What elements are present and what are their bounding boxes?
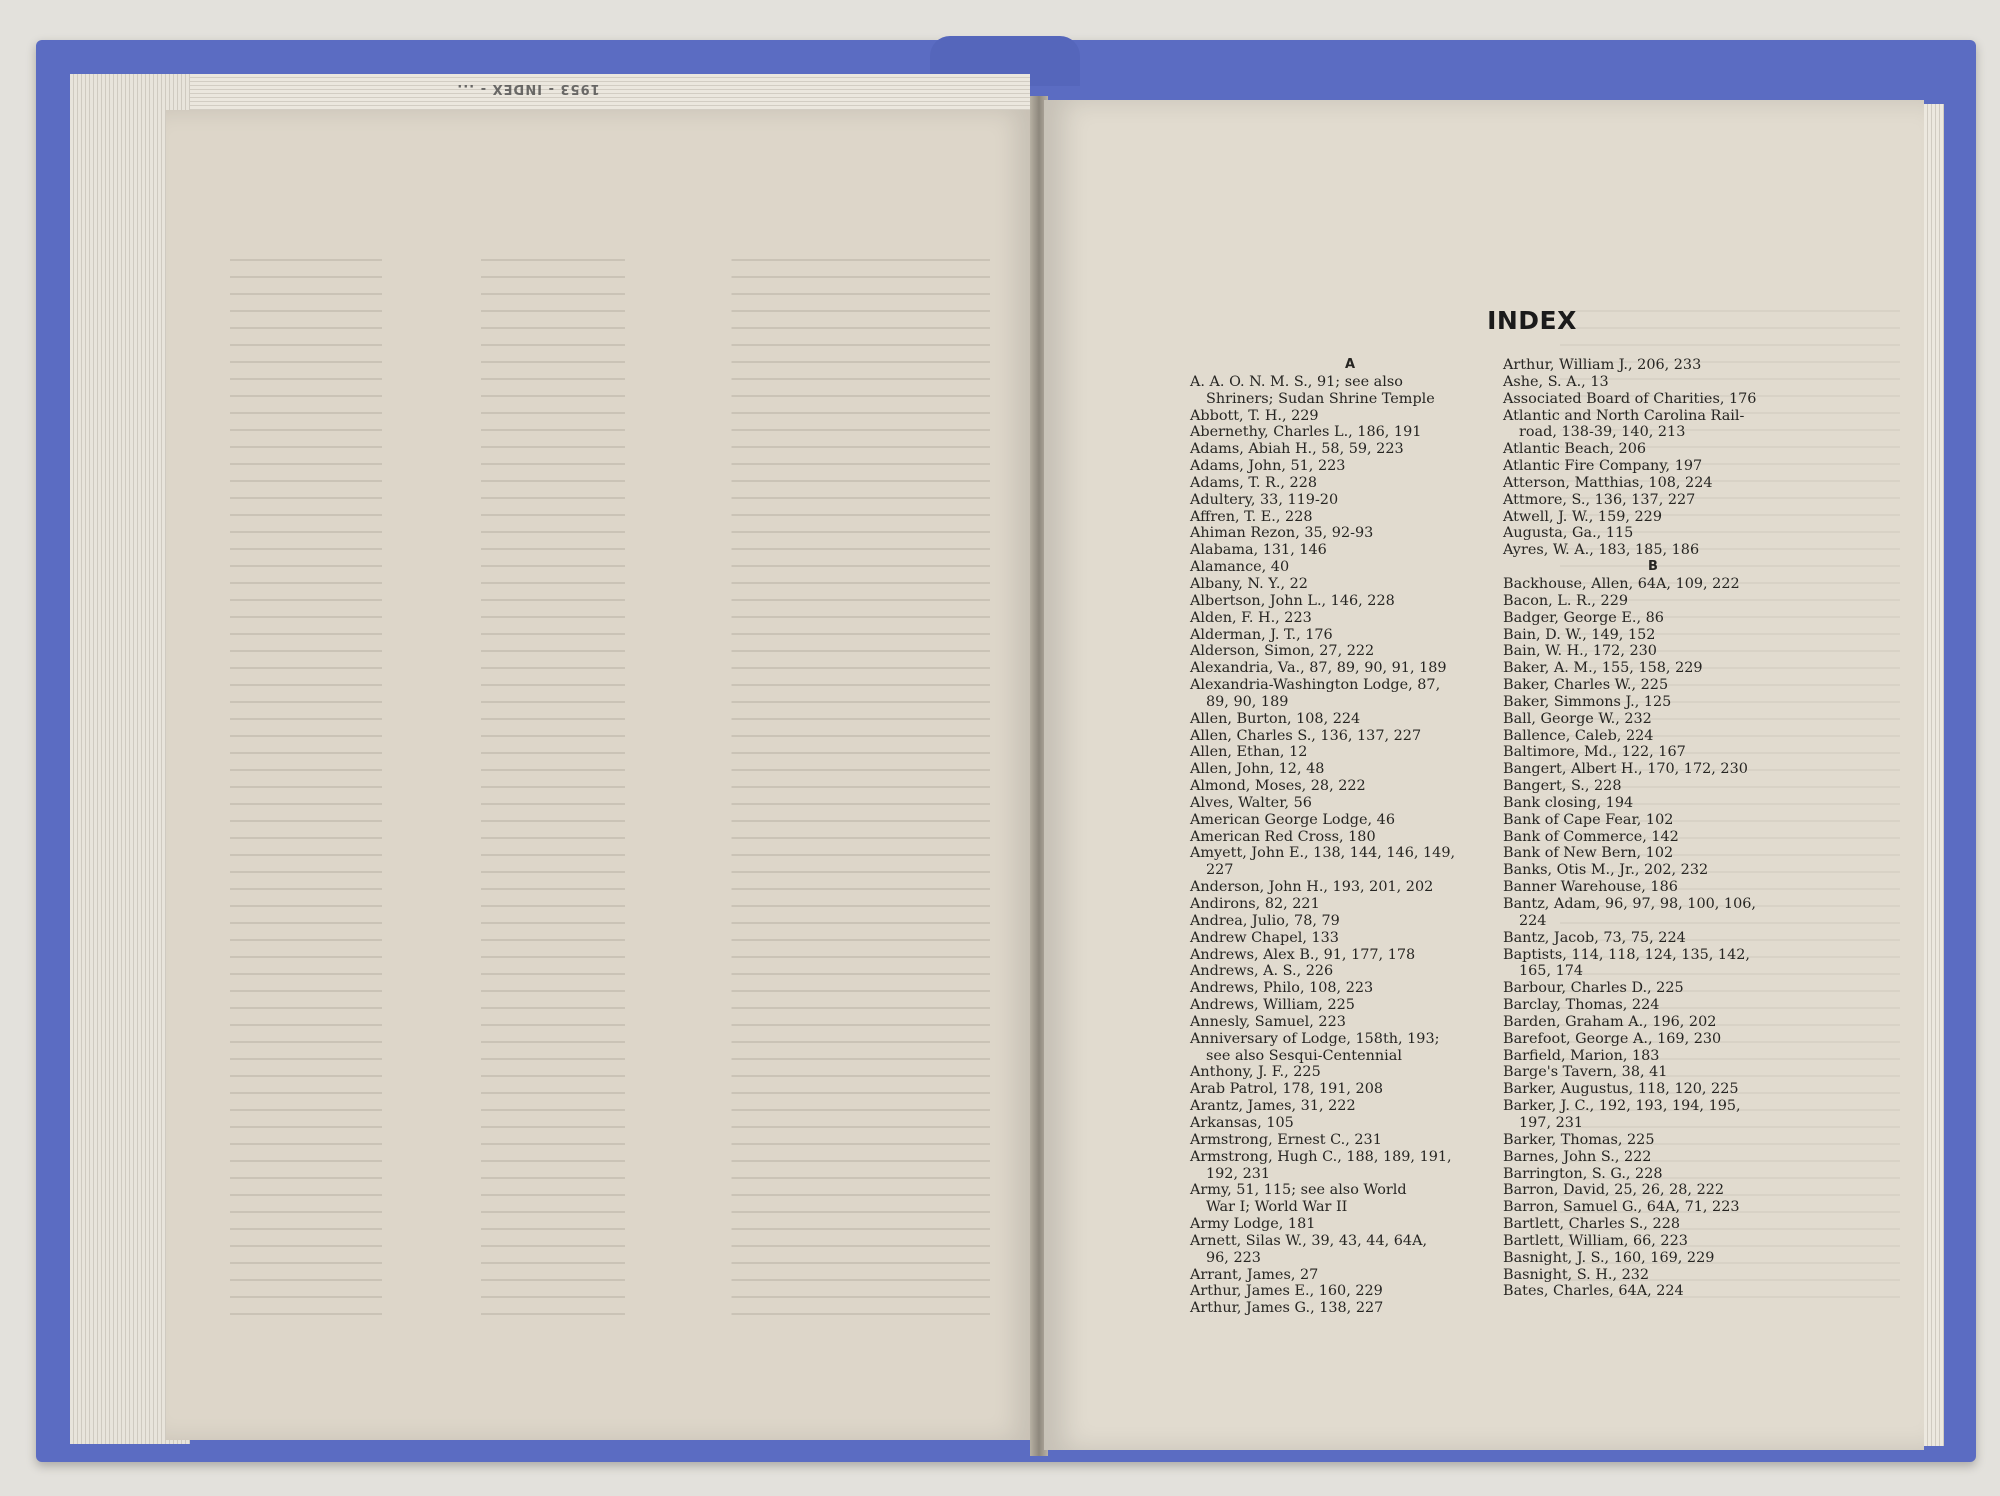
index-entry xyxy=(1190,1267,1510,1284)
index-entry-text: Alabama, 131, 146 xyxy=(1190,542,1327,559)
index-entry-text: Allen, Burton, 108, 224 xyxy=(1190,710,1361,727)
index-entry-text: Atlantic and North Carolina Rail- xyxy=(1503,407,1745,424)
index-entry-continuation: 96, 223 xyxy=(1206,1249,1261,1266)
index-entry-text: Basnight, S. H., 232 xyxy=(1503,1266,1650,1283)
index-entry xyxy=(1503,643,1803,660)
index-entry xyxy=(1190,947,1510,964)
index-entry-text: Andrews, Philo, 108, 223 xyxy=(1190,980,1374,997)
index-entry-continuation: Shriners; Sudan Shrine Temple xyxy=(1206,390,1435,407)
index-entry xyxy=(1503,627,1803,644)
index-entry-text: Bain, D. W., 149, 152 xyxy=(1503,626,1656,643)
index-entry xyxy=(1503,408,1803,442)
index-entry xyxy=(1190,441,1510,458)
index-entry-text: Adams, John, 51, 223 xyxy=(1190,458,1346,475)
index-entry xyxy=(1190,408,1510,425)
index-entry xyxy=(1190,475,1510,492)
index-entry xyxy=(1190,1182,1510,1216)
index-entry-text: Atterson, Matthias, 108, 224 xyxy=(1503,474,1713,491)
index-entry xyxy=(1190,374,1510,408)
index-column-left xyxy=(1190,357,1510,1317)
index-entry-text: Andrew Chapel, 133 xyxy=(1190,929,1339,946)
index-entry xyxy=(1190,829,1510,846)
index-entry xyxy=(1503,391,1803,408)
index-entry xyxy=(1503,1132,1803,1149)
index-entry xyxy=(1190,812,1510,829)
index-letter-heading: B xyxy=(1648,559,1658,575)
index-entry-text: Allen, Ethan, 12 xyxy=(1190,744,1308,761)
index-entry xyxy=(1190,593,1510,610)
index-entry-text: Bain, W. H., 172, 230 xyxy=(1503,643,1657,660)
index-entry-text: Barrington, S. G., 228 xyxy=(1503,1165,1663,1182)
index-entry-text: Attmore, S., 136, 137, 227 xyxy=(1503,491,1696,508)
index-entry xyxy=(1503,1081,1803,1098)
index-entry-text: Arab Patrol, 178, 191, 208 xyxy=(1190,1081,1384,1098)
index-entry-text: Anthony, J. F., 225 xyxy=(1190,1064,1321,1081)
index-entry-text: American Red Cross, 180 xyxy=(1190,828,1376,845)
index-entry-text: Backhouse, Allen, 64A, 109, 222 xyxy=(1503,575,1740,592)
index-entry-text: Barbour, Charles D., 225 xyxy=(1503,980,1684,997)
index-entry-continuation: 224 xyxy=(1519,912,1547,929)
index-entry xyxy=(1503,812,1803,829)
index-entry xyxy=(1190,610,1510,627)
index-entry xyxy=(1503,542,1803,559)
index-entry xyxy=(1190,509,1510,526)
index-entry xyxy=(1503,509,1803,526)
index-entry-text: A. A. O. N. M. S., 91; see also xyxy=(1190,373,1403,390)
index-entry xyxy=(1190,728,1510,745)
index-entry xyxy=(1190,795,1510,812)
index-entry xyxy=(1503,1283,1803,1300)
index-entry xyxy=(1190,1132,1510,1149)
index-entry xyxy=(1190,1031,1510,1065)
index-entry xyxy=(1190,963,1510,980)
index-entry-text: Armstrong, Ernest C., 231 xyxy=(1190,1131,1382,1148)
index-entry-text: Barnes, John S., 222 xyxy=(1503,1148,1652,1165)
index-entry-text: Alexandria, Va., 87, 89, 90, 91, 189 xyxy=(1190,660,1447,677)
index-entry-text: Alamance, 40 xyxy=(1190,559,1290,576)
index-entry-text: Bangert, S., 228 xyxy=(1503,778,1622,795)
index-entry xyxy=(1503,1166,1803,1183)
index-entry xyxy=(1190,1149,1510,1183)
index-entry-text: Basnight, J. S., 160, 169, 229 xyxy=(1503,1249,1715,1266)
index-entry xyxy=(1503,357,1803,374)
index-entry xyxy=(1503,1199,1803,1216)
index-entry-text: Affren, T. E., 228 xyxy=(1190,508,1313,525)
index-entry-continuation: see also Sesqui-Centennial xyxy=(1206,1047,1402,1064)
index-entry xyxy=(1190,879,1510,896)
index-entry-text: Ayres, W. A., 183, 185, 186 xyxy=(1503,542,1700,559)
index-entry xyxy=(1503,997,1803,1014)
index-entry-text: Barge's Tavern, 38, 41 xyxy=(1503,1064,1668,1081)
index-entry xyxy=(1503,610,1803,627)
index-entry xyxy=(1190,744,1510,761)
index-entry-text: Ball, George W., 232 xyxy=(1503,710,1652,727)
index-entry-text: Barker, J. C., 192, 193, 194, 195, xyxy=(1503,1098,1741,1115)
index-entry-text: Banks, Otis M., Jr., 202, 232 xyxy=(1503,862,1709,879)
index-entry xyxy=(1503,677,1803,694)
index-entry xyxy=(1503,1233,1803,1250)
index-entry xyxy=(1503,374,1803,391)
index-entry xyxy=(1190,1064,1510,1081)
index-entry xyxy=(1190,1300,1510,1317)
index-entry-continuation: 197, 231 xyxy=(1519,1114,1584,1131)
index-entry-text: Army Lodge, 181 xyxy=(1190,1216,1316,1233)
index-entry-text: Ballence, Caleb, 224 xyxy=(1503,727,1654,744)
index-entry-text: Bank of New Bern, 102 xyxy=(1503,845,1674,862)
index-entry-text: Bangert, Albert H., 170, 172, 230 xyxy=(1503,761,1748,778)
index-entry xyxy=(1190,1115,1510,1132)
index-entry xyxy=(1190,1098,1510,1115)
index-entry-text: Atlantic Fire Company, 197 xyxy=(1503,458,1703,475)
index-entry xyxy=(1503,1064,1803,1081)
index-entry-text: Baltimore, Md., 122, 167 xyxy=(1503,744,1686,761)
index-entry xyxy=(1503,593,1803,610)
index-entry xyxy=(1190,627,1510,644)
index-entry xyxy=(1190,997,1510,1014)
index-entry-text: Bantz, Adam, 96, 97, 98, 100, 106, xyxy=(1503,896,1756,912)
index-entry xyxy=(1503,1098,1803,1132)
index-entry-text: Alexandria-Washington Lodge, 87, xyxy=(1190,677,1441,694)
index-entry xyxy=(1190,525,1510,542)
index-entry xyxy=(1190,1283,1510,1300)
index-entry-text: Adams, Abiah H., 58, 59, 223 xyxy=(1190,441,1404,458)
index-entry-text: Ashe, S. A., 13 xyxy=(1503,373,1609,390)
index-entry xyxy=(1503,862,1803,879)
index-entry xyxy=(1190,660,1510,677)
spine-label: 1953 - INDEX - ... xyxy=(456,81,600,96)
index-entry xyxy=(1503,1031,1803,1048)
index-entry xyxy=(1503,525,1803,542)
index-entry-text: Anniversary of Lodge, 158th, 193; xyxy=(1190,1030,1440,1047)
index-entry-text: Barron, Samuel G., 64A, 71, 223 xyxy=(1503,1199,1740,1216)
index-title: INDEX xyxy=(1487,306,1577,335)
index-entry-text: Ahiman Rezon, 35, 92-93 xyxy=(1190,525,1374,542)
index-entry-text: Allen, John, 12, 48 xyxy=(1190,761,1325,778)
index-entry xyxy=(1190,1081,1510,1098)
index-entry-continuation: 227 xyxy=(1206,862,1234,879)
index-entry xyxy=(1503,761,1803,778)
index-entry-text: Bacon, L. R., 229 xyxy=(1503,592,1629,609)
index-entry-text: Associated Board of Charities, 176 xyxy=(1503,390,1757,407)
index-entry xyxy=(1503,1250,1803,1267)
index-entry-text: Bates, Charles, 64A, 224 xyxy=(1503,1283,1684,1300)
index-entry-text: Bank of Commerce, 142 xyxy=(1503,828,1679,845)
index-entry-text: Baptists, 114, 118, 124, 135, 142, xyxy=(1503,946,1750,963)
index-entry-text: Anderson, John H., 193, 201, 202 xyxy=(1190,879,1434,896)
index-entry xyxy=(1190,1233,1510,1267)
index-letter-heading: A xyxy=(1344,357,1356,372)
index-entry xyxy=(1503,980,1803,997)
index-entry-text: Barker, Augustus, 118, 120, 225 xyxy=(1503,1081,1739,1098)
index-entry-text: Arthur, James E., 160, 229 xyxy=(1190,1283,1383,1300)
index-entry xyxy=(1190,930,1510,947)
index-entry xyxy=(1190,576,1510,593)
index-entry-text: Alderson, Simon, 27, 222 xyxy=(1190,643,1375,660)
show-through-text xyxy=(230,250,990,1330)
index-entry xyxy=(1503,694,1803,711)
index-entry-text: Amyett, John E., 138, 144, 146, 149, xyxy=(1190,845,1456,862)
index-entry xyxy=(1503,845,1803,862)
index-entry-text: Bantz, Jacob, 73, 75, 224 xyxy=(1503,929,1686,946)
index-entry xyxy=(1503,660,1803,677)
index-entry-text: Barker, Thomas, 225 xyxy=(1503,1131,1655,1148)
index-entry xyxy=(1190,458,1510,475)
index-entry xyxy=(1503,458,1803,475)
index-entry xyxy=(1503,1014,1803,1031)
index-entry xyxy=(1503,930,1803,947)
index-entry xyxy=(1190,1216,1510,1233)
index-entry xyxy=(1190,980,1510,997)
index-entry-text: Badger, George E., 86 xyxy=(1503,609,1664,626)
index-entry-text: Baker, Simmons J., 125 xyxy=(1503,693,1672,710)
index-entry-text: Allen, Charles S., 136, 137, 227 xyxy=(1190,727,1422,744)
index-entry-continuation: 165, 174 xyxy=(1519,963,1584,980)
index-entry-text: Banner Warehouse, 186 xyxy=(1503,879,1678,896)
index-entry-continuation: 89, 90, 189 xyxy=(1206,693,1289,710)
index-entry xyxy=(1503,441,1803,458)
index-entry xyxy=(1503,829,1803,846)
index-entry xyxy=(1190,913,1510,930)
index-entry-text: Barfield, Marion, 183 xyxy=(1503,1047,1660,1064)
index-entry xyxy=(1190,1014,1510,1031)
index-entry-text: Arthur, James G., 138, 227 xyxy=(1190,1300,1384,1317)
index-entry xyxy=(1190,711,1510,728)
index-entry-text: Baker, Charles W., 225 xyxy=(1503,677,1669,694)
index-entry xyxy=(1503,475,1803,492)
index-entry-text: Bartlett, Charles S., 228 xyxy=(1503,1216,1681,1233)
index-entry xyxy=(1503,778,1803,795)
index-entry-text: Bank closing, 194 xyxy=(1503,794,1634,811)
index-entry-text: Bartlett, William, 66, 223 xyxy=(1503,1232,1688,1249)
index-entry-text: Alves, Walter, 56 xyxy=(1190,794,1312,811)
index-entry xyxy=(1503,1216,1803,1233)
index-entry xyxy=(1190,778,1510,795)
index-entry-text: Alderman, J. T., 176 xyxy=(1190,626,1333,643)
page-block-right-edge xyxy=(1924,104,1944,1446)
index-entry xyxy=(1503,879,1803,896)
index-entry xyxy=(1503,744,1803,761)
index-entry xyxy=(1190,677,1510,711)
index-entry-text: Adultery, 33, 119-20 xyxy=(1190,491,1339,508)
index-entry xyxy=(1503,576,1803,593)
index-entry-text: Augusta, Ga., 115 xyxy=(1503,525,1634,542)
index-entry-text: Barefoot, George A., 169, 230 xyxy=(1503,1030,1722,1047)
index-entry-text: Adams, T. R., 228 xyxy=(1190,474,1318,491)
index-entry-continuation: road, 138-39, 140, 213 xyxy=(1519,424,1686,441)
index-entry xyxy=(1503,1048,1803,1065)
index-entry xyxy=(1503,896,1803,930)
index-entry xyxy=(1190,559,1510,576)
index-entry-text: Abernethy, Charles L., 186, 191 xyxy=(1190,424,1422,441)
index-entry xyxy=(1190,492,1510,509)
index-entry xyxy=(1503,711,1803,728)
index-entry xyxy=(1503,1182,1803,1199)
index-entry-continuation: 192, 231 xyxy=(1206,1165,1271,1182)
index-entry-text: Arantz, James, 31, 222 xyxy=(1190,1098,1356,1115)
index-column-right xyxy=(1503,357,1803,1300)
index-entry xyxy=(1190,424,1510,441)
index-entry xyxy=(1190,845,1510,879)
index-entry-text: Atlantic Beach, 206 xyxy=(1503,441,1647,458)
index-entry-text: Barden, Graham A., 196, 202 xyxy=(1503,1013,1717,1030)
index-entry-text: Abbott, T. H., 229 xyxy=(1190,407,1319,424)
index-entry-text: Andrews, William, 225 xyxy=(1190,997,1355,1014)
index-entry xyxy=(1503,492,1803,509)
index-entry-text: Albertson, John L., 146, 228 xyxy=(1190,592,1395,609)
index-entry xyxy=(1503,728,1803,745)
index-entry-text: Barron, David, 25, 26, 28, 222 xyxy=(1503,1182,1725,1199)
index-entry-continuation: War I; World War II xyxy=(1206,1199,1348,1216)
index-entry xyxy=(1190,643,1510,660)
index-entry-text: Alden, F. H., 223 xyxy=(1190,609,1312,626)
index-entry-text: Arrant, James, 27 xyxy=(1190,1266,1319,1283)
index-entry-text: Andrews, A. S., 226 xyxy=(1190,963,1334,980)
index-entry-text: Andrews, Alex B., 91, 177, 178 xyxy=(1190,946,1416,963)
index-entry-text: Arthur, William J., 206, 233 xyxy=(1503,357,1702,373)
index-entry-text: Arnett, Silas W., 39, 43, 44, 64A, xyxy=(1190,1232,1428,1249)
index-entry xyxy=(1503,947,1803,981)
index-entry-text: Annesly, Samuel, 223 xyxy=(1190,1013,1346,1030)
index-entry-text: Baker, A. M., 155, 158, 229 xyxy=(1503,660,1703,677)
index-entry xyxy=(1190,761,1510,778)
index-entry-text: Almond, Moses, 28, 222 xyxy=(1190,778,1366,795)
index-entry-text: Armstrong, Hugh C., 188, 189, 191, xyxy=(1190,1148,1452,1165)
index-entry-text: Atwell, J. W., 159, 229 xyxy=(1503,508,1662,525)
index-entry xyxy=(1190,896,1510,913)
index-entry xyxy=(1503,1267,1803,1284)
index-entry-text: Andirons, 82, 221 xyxy=(1190,896,1320,912)
index-entry-text: Andrea, Julio, 78, 79 xyxy=(1190,912,1340,929)
index-entry xyxy=(1503,1149,1803,1166)
index-entry-text: Barclay, Thomas, 224 xyxy=(1503,997,1660,1014)
index-entry-text: Bank of Cape Fear, 102 xyxy=(1503,811,1674,828)
index-entry-text: Albany, N. Y., 22 xyxy=(1190,575,1308,592)
index-entry xyxy=(1503,795,1803,812)
index-entry-text: American George Lodge, 46 xyxy=(1190,811,1395,828)
index-entry xyxy=(1190,542,1510,559)
index-entry-text: Arkansas, 105 xyxy=(1190,1114,1294,1131)
index-entry-text: Army, 51, 115; see also World xyxy=(1190,1182,1407,1199)
